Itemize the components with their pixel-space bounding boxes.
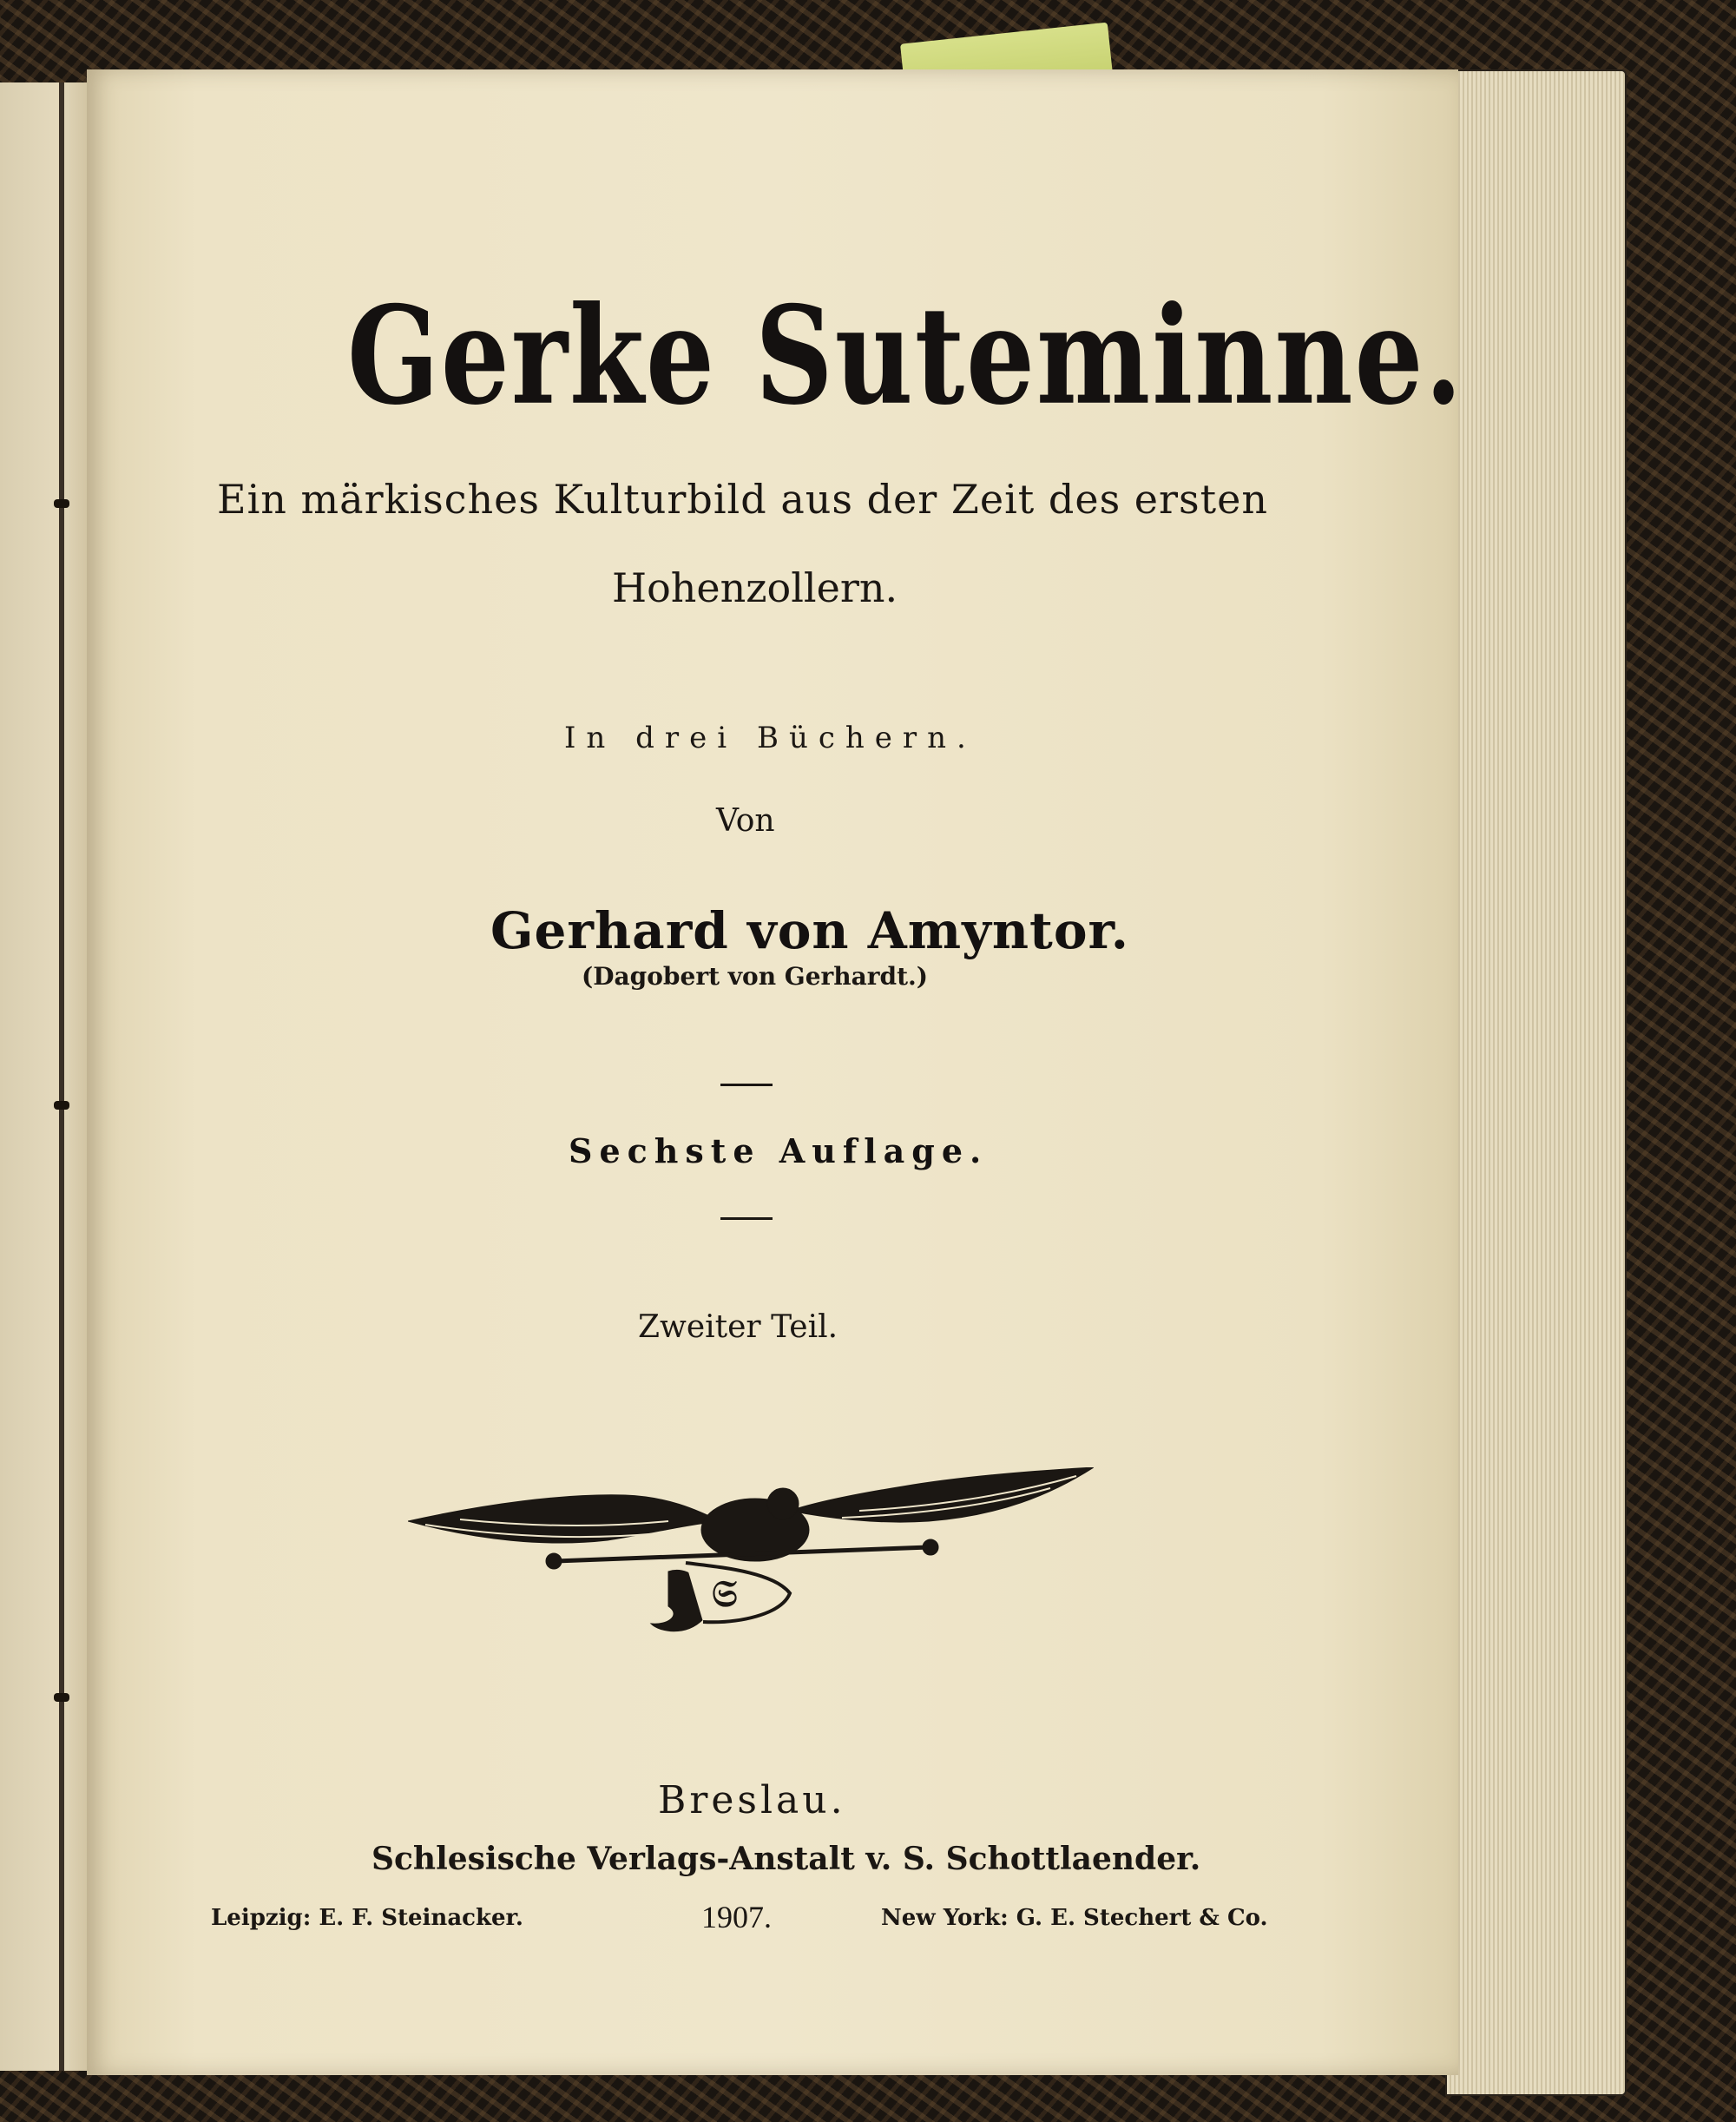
divider-rule <box>720 1217 773 1220</box>
edition-label: Sechste Auflage. <box>569 1131 989 1170</box>
subtitle-line-1: Ein märkisches Kulturbild aus der Zeit des ersten <box>217 476 1268 523</box>
book-title: Gerke Suteminne. <box>347 278 1464 436</box>
subtitle-line-2: Hohenzollern. <box>612 564 898 611</box>
author-pseudonym: (Dagobert von Gerhardt.) <box>582 962 929 991</box>
binding-stitch <box>54 499 69 508</box>
svg-text:𝔖: 𝔖 <box>712 1572 738 1615</box>
place-of-publication: Breslau. <box>658 1778 846 1822</box>
binding-stitch <box>54 1101 69 1110</box>
publisher-name: Schlesische Verlags-Anstalt v. S. Schottlaender. <box>372 1841 1201 1877</box>
page-edges <box>1445 69 1627 2096</box>
binding-gutter <box>59 82 64 2071</box>
imprint-right: New York: G. E. Stechert & Co. <box>881 1905 1268 1931</box>
by-label: Von <box>716 803 775 839</box>
eagle-emblem-icon <box>408 1467 1094 1641</box>
books-note: In drei Büchern. <box>564 721 976 755</box>
publication-year: 1907. <box>701 1900 772 1934</box>
left-facing-page <box>0 82 97 2071</box>
binding-stitch <box>54 1693 69 1702</box>
imprint-left: Leipzig: E. F. Steinacker. <box>211 1905 523 1931</box>
author-name: Gerhard von Amyntor. <box>490 901 1129 960</box>
part-label: Zweiter Teil. <box>638 1309 838 1345</box>
divider-rule <box>720 1084 773 1086</box>
